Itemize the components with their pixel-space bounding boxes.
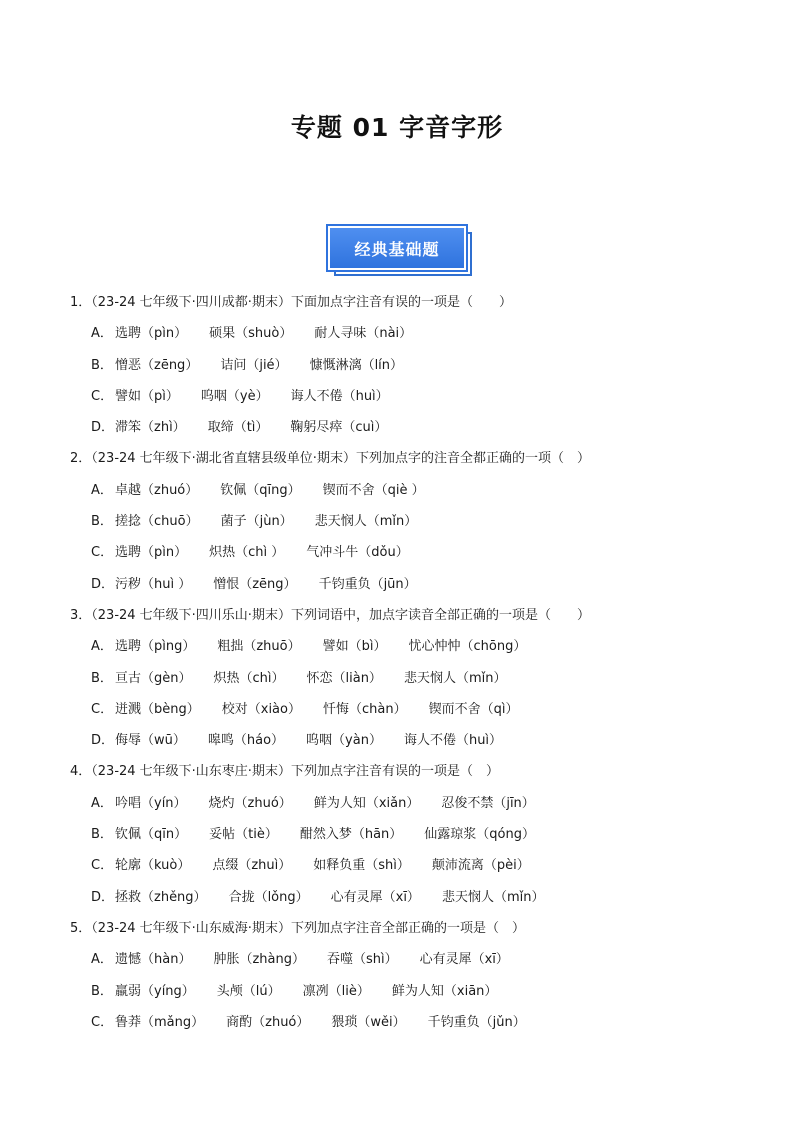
option-row (70, 475, 750, 506)
option-item: 硕果（shuò） (209, 326, 293, 342)
option-item: 酣然入梦（hān） (299, 827, 403, 843)
option-letter: C． (91, 545, 114, 561)
option-letter: D． (91, 733, 115, 749)
option-item: 迸溅（bèng） (115, 701, 200, 717)
option-row (70, 506, 750, 537)
question-4 (70, 756, 750, 912)
option-letter: D． (91, 889, 115, 905)
option-item: 侮辱（wū） (115, 733, 186, 749)
option-item: 心有灵犀（xī） (330, 889, 420, 905)
option-item: 肿胀（zhàng） (213, 952, 305, 968)
option-item: 鲜为人知（xiān） (391, 983, 498, 999)
option-item: 憎恶（zēng） (115, 357, 199, 373)
option-item: 悲天悯人（mǐn） (314, 514, 418, 530)
option-letter: C． (91, 1014, 114, 1030)
option-item: 忍俊不禁（jīn） (441, 795, 535, 811)
option-item: 鞠躬尽瘁（cuì） (290, 420, 388, 436)
section-banner (328, 226, 472, 278)
option-item: 怀恋（liàn） (306, 670, 382, 686)
option-item: 吞噬（shì） (326, 952, 398, 968)
option-item: 忧心忡忡（chōng） (408, 639, 527, 655)
option-item: 猥琐（wěi） (331, 1014, 406, 1030)
option-letter: B． (91, 357, 113, 373)
option-letter: B． (91, 827, 113, 843)
option-item: 耐人寻味（nài） (314, 326, 413, 342)
option-letter: C． (91, 388, 114, 404)
option-row (70, 663, 750, 694)
option-letter: B． (91, 983, 113, 999)
option-item: 烧灼（zhuó） (208, 795, 292, 811)
question-5 (70, 913, 750, 1038)
option-item: 心有灵犀（xī） (419, 952, 509, 968)
option-item: 滞笨（zhì） (115, 420, 186, 436)
option-item: 千钧重负（jūn） (318, 576, 417, 592)
question-stem: 2．（23-24 七年级下·湖北省直辖县级单位·期末）下列加点字的注音全都正确的一项（ ） (70, 451, 590, 467)
option-item: 吟唱（yín） (115, 795, 187, 811)
option-item: 菌子（jùn） (220, 514, 293, 530)
option-item: 点缀（zhuì） (212, 858, 292, 874)
option-item: 炽热（chì） (213, 670, 285, 686)
option-item: 呜咽（yàn） (306, 733, 382, 749)
option-item: 憎恨（zēng） (213, 576, 297, 592)
option-item: 千钧重负（jǔn） (427, 1014, 526, 1030)
section-banner-label: 经典基础题 (328, 226, 466, 270)
option-item: 钦佩（qīng） (220, 482, 301, 498)
option-letter: C． (91, 858, 114, 874)
option-item: 悲天悯人（mǐn） (403, 670, 507, 686)
option-item: 合拢（lǒng） (228, 889, 309, 905)
option-item: 羸弱（yíng） (115, 983, 195, 999)
question-stem: 1．（23-24 七年级下·四川成都·期末）下面加点字注音有误的一项是（ ） (70, 295, 512, 310)
option-item: 鲜为人知（xiǎn） (313, 795, 420, 811)
option-item: 颠沛流离（pèi） (431, 858, 530, 874)
option-row (70, 850, 750, 881)
option-letter: D． (91, 576, 115, 592)
option-item: 头颅（lú） (216, 983, 281, 999)
option-item: 譬如（pì） (115, 388, 179, 404)
option-item: 譬如（bì） (322, 639, 387, 655)
option-row (70, 631, 750, 662)
question-list (70, 287, 750, 1038)
option-item: 选聘（pìn） (115, 326, 188, 342)
option-item: 选聘（pìng） (115, 639, 196, 655)
option-row (70, 725, 750, 756)
option-letter: D． (91, 420, 115, 436)
option-item: 诘问（jié） (220, 357, 288, 373)
option-row (70, 944, 750, 975)
option-item: 呜咽（yè） (200, 388, 269, 404)
option-letter: B． (91, 514, 113, 530)
option-row (70, 318, 750, 349)
option-row (70, 569, 750, 600)
option-row (70, 1007, 750, 1038)
option-item: 嗥鸣（háo） (207, 733, 285, 749)
option-item: 气冲斗牛（dǒu） (306, 545, 409, 561)
option-item: 鲁莽（mǎng） (115, 1014, 205, 1030)
option-row (70, 976, 750, 1007)
option-item: 诲人不倦（huì） (403, 733, 503, 749)
option-letter: A． (91, 639, 113, 655)
option-item: 锲而不舍（qiè ） (322, 482, 425, 498)
question-3 (70, 600, 750, 756)
option-item: 污秽（huì ） (115, 576, 192, 592)
option-item: 诲人不倦（huì） (290, 388, 389, 404)
option-item: 妥帖（tiè） (209, 827, 278, 843)
page-title: 专题 01 字音字形 (290, 113, 504, 142)
option-item: 如释负重（shì） (313, 858, 410, 874)
option-row (70, 537, 750, 568)
option-row (70, 788, 750, 819)
option-item: 粗拙（zhuō） (217, 639, 301, 655)
option-item: 搓捻（chuō） (115, 514, 199, 530)
option-item: 凛冽（liè） (302, 983, 370, 999)
option-item: 轮廓（kuò） (115, 858, 191, 874)
option-letter: A． (91, 482, 113, 498)
option-letter: A． (91, 326, 113, 342)
option-letter: C． (91, 701, 114, 717)
option-item: 商酌（zhuó） (226, 1014, 310, 1030)
option-item: 卓越（zhuó） (115, 482, 199, 498)
option-item: 亘古（gèn） (115, 670, 192, 686)
question-1 (70, 287, 750, 443)
option-row (70, 882, 750, 913)
option-row (70, 412, 750, 443)
option-item: 仙露琼浆（qóng） (424, 827, 535, 843)
option-letter: B． (91, 670, 113, 686)
option-row (70, 819, 750, 850)
option-item: 钦佩（qīn） (115, 827, 188, 843)
option-row (70, 350, 750, 381)
question-stem: 4．（23-24 七年级下·山东枣庄·期末）下列加点字注音有误的一项是（ ） (70, 764, 499, 780)
option-item: 悲天悯人（mǐn） (441, 889, 545, 905)
option-item: 取缔（tì） (207, 420, 269, 436)
option-item: 炽热（chì ） (209, 545, 285, 561)
option-row (70, 381, 750, 412)
option-item: 选聘（pìn） (115, 545, 188, 561)
question-stem: 5．（23-24 七年级下·山东威海·期末）下列加点字注音全部正确的一项是（ ） (70, 920, 525, 936)
option-item: 慷慨淋漓（lín） (309, 357, 404, 373)
option-item: 锲而不舍（qì） (428, 701, 519, 717)
option-row (70, 694, 750, 725)
option-item: 校对（xiào） (221, 701, 301, 717)
question-stem: 3．（23-24 七年级下·四川乐山·期末）下列词语中，加点字读音全部正确的一项是（ ） (70, 607, 590, 623)
option-item: 忏悔（chàn） (322, 701, 407, 717)
option-item: 遗憾（hàn） (115, 952, 192, 968)
option-letter: A． (91, 795, 113, 811)
option-item: 拯救（zhěng） (115, 889, 207, 905)
option-letter: A． (91, 952, 113, 968)
question-2 (70, 443, 750, 599)
